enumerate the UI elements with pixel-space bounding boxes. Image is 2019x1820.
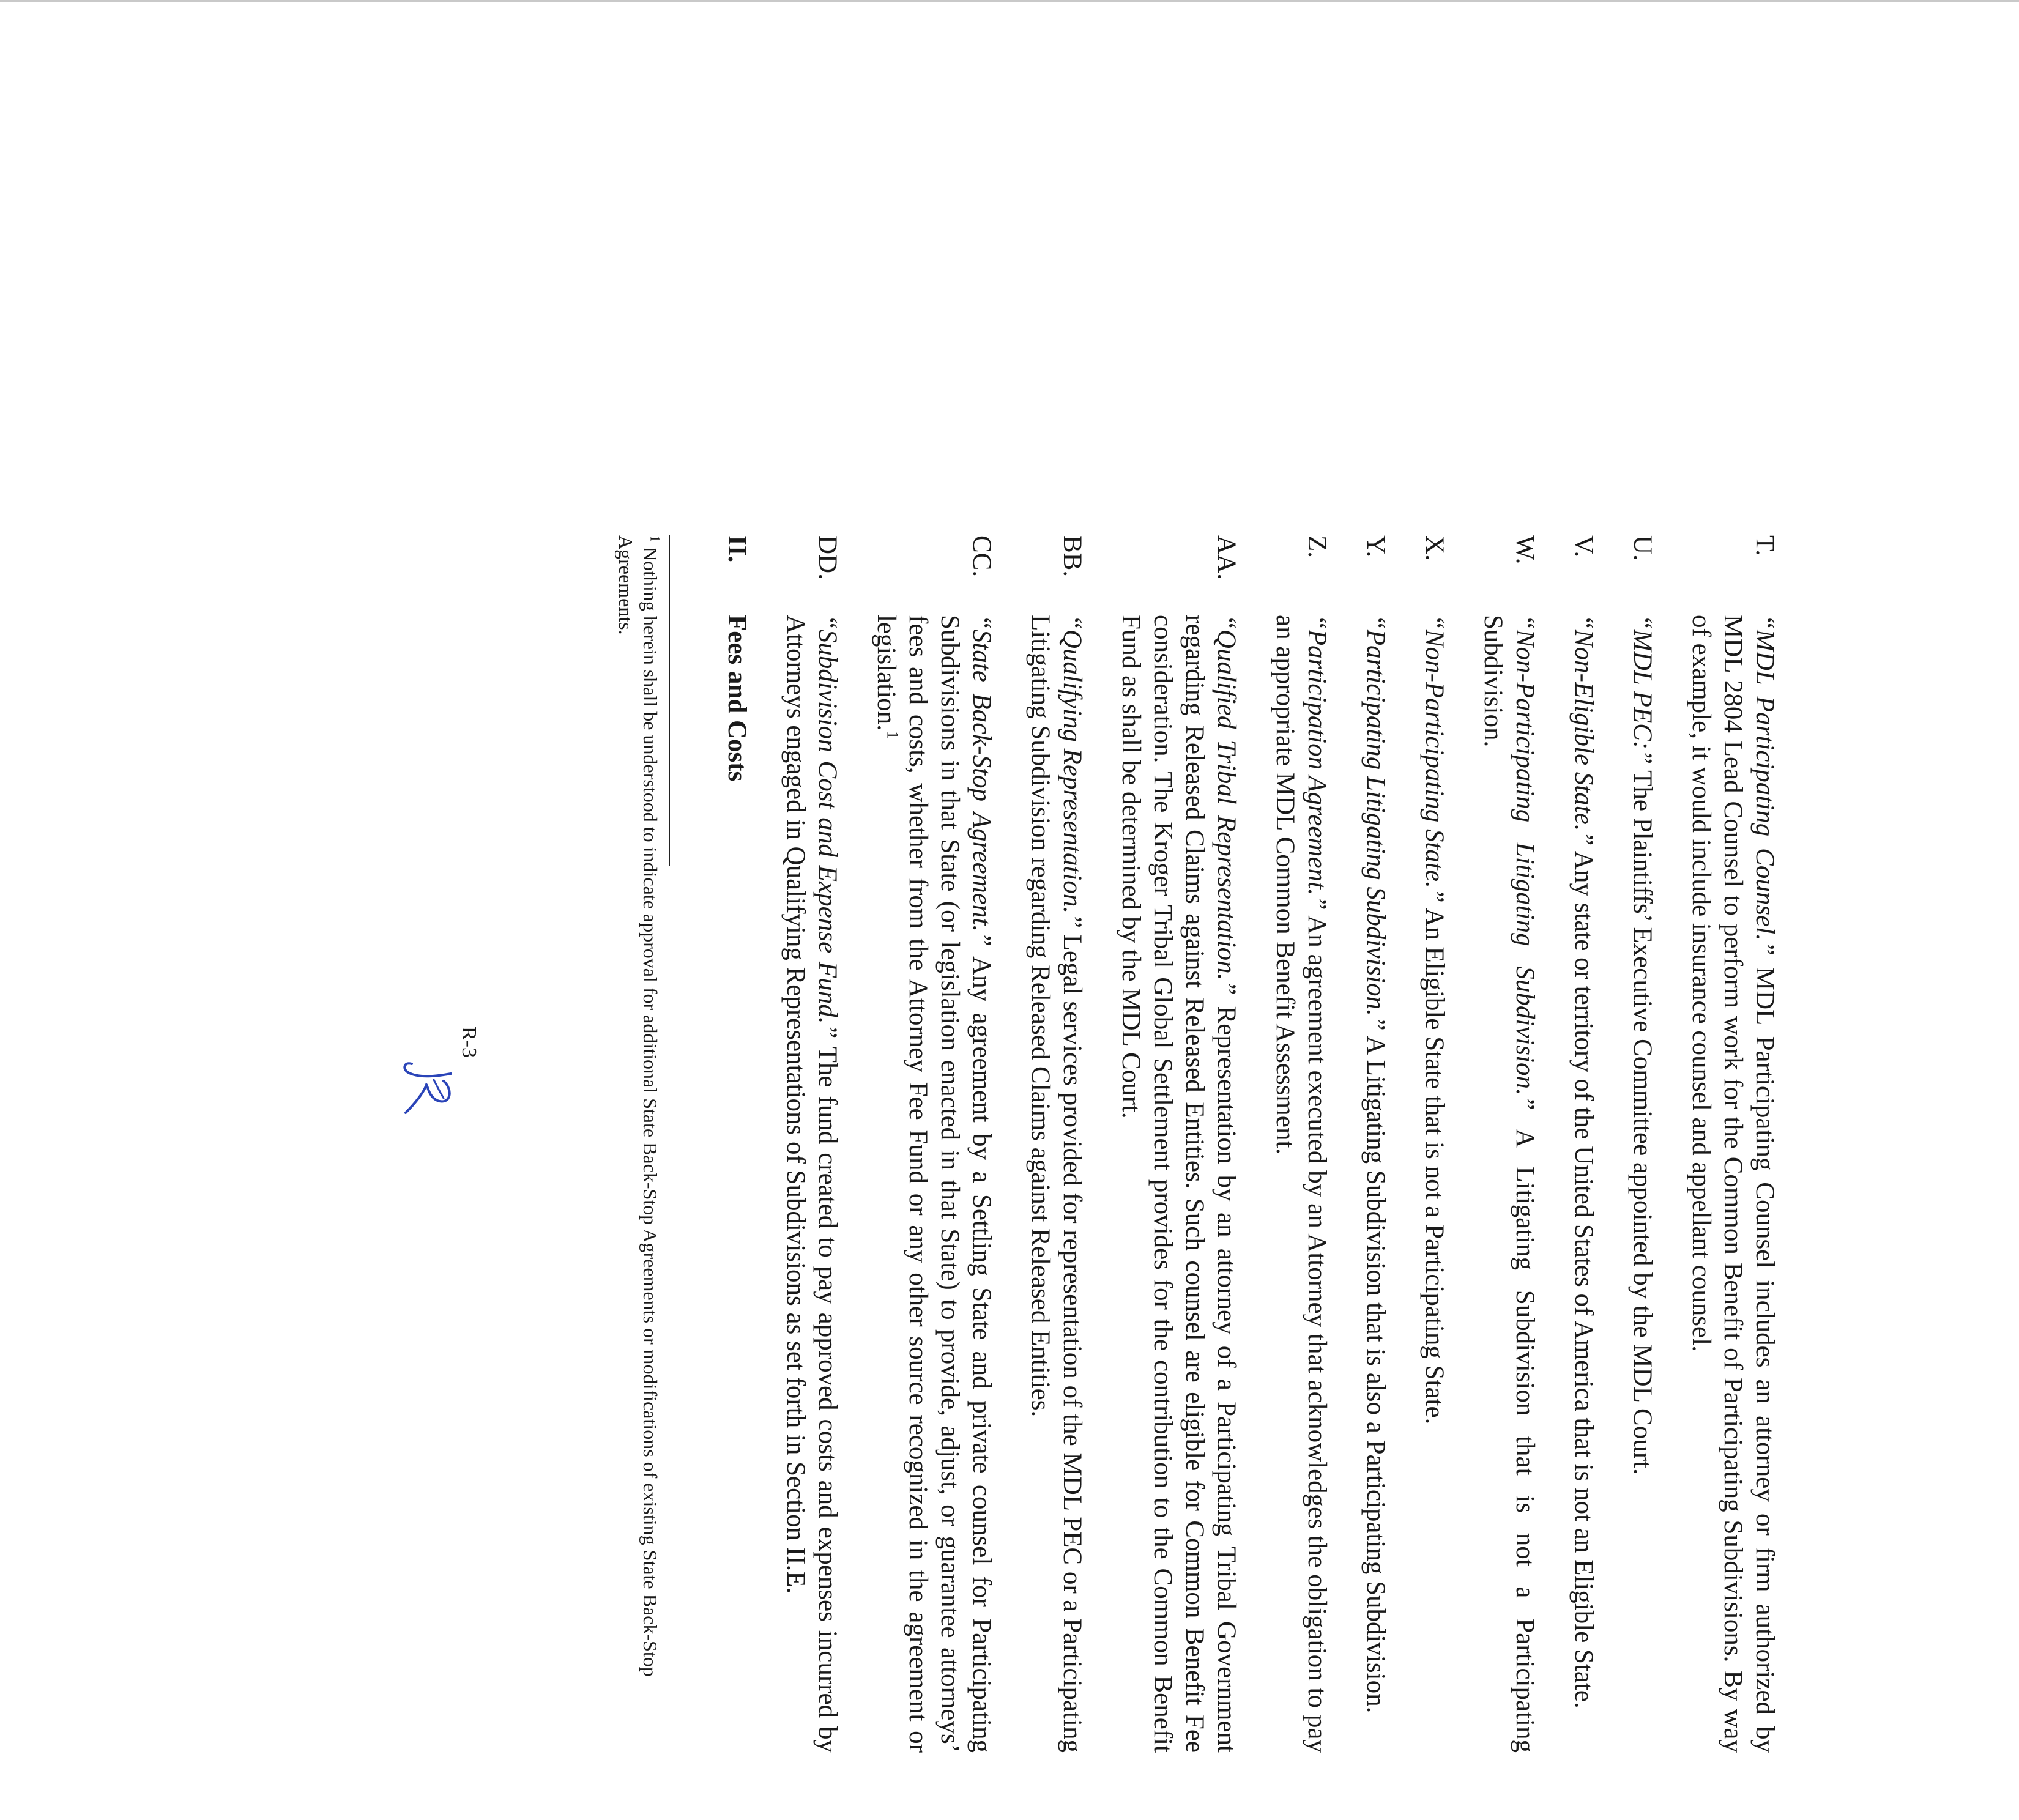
definition-letter: X. bbox=[1420, 535, 1449, 561]
definition-letter: Y. bbox=[1361, 535, 1390, 558]
definition-y bbox=[1359, 535, 1391, 1753]
definition-text: A Litigating Subdivision that is not a Participating Subdivision. bbox=[1479, 615, 1539, 1753]
definition-term: “MDL Participating Counsel.” bbox=[1750, 615, 1779, 956]
page-number: R-3 bbox=[458, 1027, 480, 1058]
definition-text: A Litigating Subdivision that is also a Participating Subdivision. bbox=[1361, 1030, 1390, 1714]
scan-top-edge bbox=[0, 0, 2019, 2]
definition-letter: V. bbox=[1569, 535, 1598, 558]
definition-letter: T. bbox=[1750, 535, 1779, 556]
definition-w bbox=[1477, 535, 1541, 1753]
document-page bbox=[229, 260, 1790, 1820]
definition-term: “Qualified Tribal Representation.” bbox=[1212, 615, 1241, 995]
definition-letter: U. bbox=[1628, 535, 1657, 561]
definition-t bbox=[1685, 535, 1780, 1753]
definition-term: “Non-Participating State.” bbox=[1420, 615, 1449, 903]
definition-text: An agreement executed by an Attorney that acknowledges the obligation to pay an appropriate MDL Common Benefit Assessment. bbox=[1271, 615, 1331, 1753]
definition-term: “Non-Participating Litigating Subdivision.” bbox=[1511, 615, 1539, 1110]
definition-text: Legal services provided for representation of the MDL PEC or a Participating Litigating Subdivision regarding Released Claims against Released Entities. bbox=[1026, 615, 1087, 1753]
definition-text: Any agreement by a Settling State and private counsel for Participating Subdivisions in that State (or legislation enacted in that State) to provide, adjust, or guarantee attorneys’ fees and costs, whether from the Attorney Fee Fund or any other source recognized in the agreement or legislation. bbox=[872, 615, 996, 1753]
definition-letter: W. bbox=[1511, 535, 1539, 565]
definition-term: “State Back-Stop Agreement.” bbox=[967, 615, 996, 947]
definition-text: Representation by an attorney of a Participating Tribal Government regarding Released Claims against Released Entities. Such counsel are eligible for Common Benefit Fee consideration. The Kroger Tribal Global Settlement provides for the contribution to the Common Benefit Fund as shall be determined by the MDL Court. bbox=[1117, 615, 1241, 1753]
definition-letter: AA. bbox=[1212, 535, 1241, 580]
footnote-reference[interactable]: 1 bbox=[883, 730, 902, 739]
section-heading bbox=[721, 535, 753, 1753]
definition-term: “Qualifying Representation.” bbox=[1058, 615, 1087, 929]
footnote-text: Nothing herein shall be understood to indicate approval for additional State Back-Stop Agreements or modifications of existing State Back-Stop Agreements. bbox=[615, 535, 661, 1677]
section-number: II. bbox=[723, 535, 751, 563]
definition-term: “Subdivision Cost and Expense Fund.” bbox=[813, 615, 842, 1039]
definition-letter: Z. bbox=[1303, 535, 1331, 559]
definition-bb bbox=[1024, 535, 1088, 1753]
definition-x bbox=[1418, 535, 1450, 1753]
definition-u bbox=[1626, 535, 1658, 1753]
definition-text: Any state or territory of the United States of America that is not an Eligible State. bbox=[1569, 845, 1598, 1709]
definition-text: An Eligible State that is not a Participating State. bbox=[1420, 902, 1449, 1425]
definition-term: “Participating Litigating Subdivision.” bbox=[1361, 615, 1390, 1031]
definition-cc bbox=[870, 535, 997, 1753]
signature-initials-icon bbox=[395, 1055, 462, 1123]
definition-text: The Plaintiffs’ Executive Committee appointed by the MDL Court. bbox=[1628, 764, 1657, 1475]
footnote-marker: 1 bbox=[647, 535, 663, 542]
definition-aa bbox=[1115, 535, 1242, 1753]
definition-letter: DD. bbox=[813, 535, 842, 580]
definition-letter: BB. bbox=[1058, 535, 1087, 578]
definition-v bbox=[1567, 535, 1599, 1753]
definition-term: “Non-Eligible State.” bbox=[1569, 615, 1598, 846]
footnote-divider bbox=[669, 535, 670, 866]
definition-term: “Participation Agreement.” bbox=[1303, 615, 1331, 910]
footnote bbox=[614, 535, 663, 1753]
definition-text: MDL Participating Counsel includes an attorney or firm authorized by MDL 2804 Lead Counsel to perform work for the Common Benefit of Participating Subdivisions. By way of example, it would include insurance counsel and appellant counsel. bbox=[1687, 615, 1779, 1753]
definition-text: The fund created to pay approved costs and expenses incurred by Attorneys engaged in Qualifying Representations of Subdivisions as set forth in Section II.E. bbox=[781, 615, 842, 1753]
definition-letter: CC. bbox=[967, 535, 996, 578]
definitions-list bbox=[721, 535, 1780, 1753]
section-title: Fees and Costs bbox=[723, 615, 751, 782]
definition-dd bbox=[779, 535, 843, 1753]
definition-z bbox=[1269, 535, 1333, 1753]
definition-term: “MDL PEC:” bbox=[1628, 615, 1657, 765]
